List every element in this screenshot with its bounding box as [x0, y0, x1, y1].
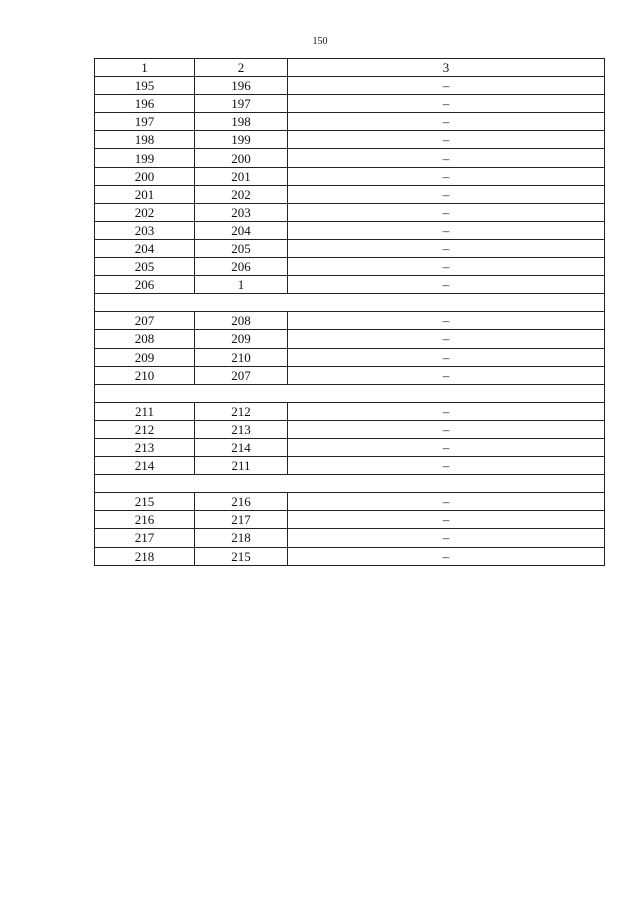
table-cell-col-1: 204	[95, 239, 195, 257]
separator-cell	[95, 475, 605, 493]
table-row	[95, 203, 605, 221]
table-row	[95, 149, 605, 167]
table-row	[95, 312, 605, 330]
table-cell-col-2: 213	[195, 420, 288, 438]
table-row	[95, 366, 605, 384]
table-cell-col-3: –	[288, 457, 605, 475]
table-row	[95, 493, 605, 511]
table-cell-col-3: –	[288, 438, 605, 456]
table-cell-col-3: –	[288, 239, 605, 257]
table-cell-col-3: –	[288, 221, 605, 239]
table-cell-col-2: 206	[195, 258, 288, 276]
table-cell-col-2: 198	[195, 113, 288, 131]
table-cell-col-1: 199	[95, 149, 195, 167]
table-cell-col-2: 207	[195, 366, 288, 384]
table-cell-col-2: 201	[195, 167, 288, 185]
table-cell-col-1: 215	[95, 493, 195, 511]
page-number: 150	[312, 36, 328, 47]
table-row	[95, 402, 605, 420]
table-body	[95, 77, 605, 566]
table-cell-col-2: 200	[195, 149, 288, 167]
table-cell-col-1: 202	[95, 203, 195, 221]
table-cell-col-1: 210	[95, 366, 195, 384]
table-cell-col-3: –	[288, 547, 605, 565]
table-cell-col-1: 208	[95, 330, 195, 348]
table-cell-col-2: 211	[195, 457, 288, 475]
table-group-separator	[95, 475, 605, 493]
table-cell-col-1: 212	[95, 420, 195, 438]
table-row	[95, 239, 605, 257]
table-cell-col-3: –	[288, 529, 605, 547]
table-row	[95, 131, 605, 149]
table-cell-col-3: –	[288, 312, 605, 330]
table-row	[95, 529, 605, 547]
table-cell-col-1: 206	[95, 276, 195, 294]
table-cell-col-1: 198	[95, 131, 195, 149]
table-cell-col-1: 200	[95, 167, 195, 185]
table-cell-col-1: 214	[95, 457, 195, 475]
table-cell-col-3: –	[288, 258, 605, 276]
table-cell-col-2: 205	[195, 239, 288, 257]
table-cell-col-3: –	[288, 402, 605, 420]
table-cell-col-1: 211	[95, 402, 195, 420]
table-row	[95, 511, 605, 529]
separator-cell	[95, 294, 605, 312]
table-row	[95, 167, 605, 185]
table-header-row	[95, 59, 605, 77]
column-header-3: 3	[288, 59, 605, 77]
table-cell-col-2: 203	[195, 203, 288, 221]
table-cell-col-2: 212	[195, 402, 288, 420]
table-cell-col-3: –	[288, 493, 605, 511]
table-cell-col-2: 199	[195, 131, 288, 149]
column-header-2: 2	[195, 59, 288, 77]
table-cell-col-1: 217	[95, 529, 195, 547]
table-cell-col-3: –	[288, 185, 605, 203]
table-row	[95, 438, 605, 456]
table-cell-col-2: 210	[195, 348, 288, 366]
table-row	[95, 348, 605, 366]
table-cell-col-3: –	[288, 95, 605, 113]
table-cell-col-2: 216	[195, 493, 288, 511]
table-row	[95, 276, 605, 294]
table-cell-col-1: 216	[95, 511, 195, 529]
table-cell-col-1: 197	[95, 113, 195, 131]
table-cell-col-1: 209	[95, 348, 195, 366]
table-cell-col-2: 214	[195, 438, 288, 456]
table-cell-col-3: –	[288, 348, 605, 366]
table-cell-col-1: 213	[95, 438, 195, 456]
table-cell-col-3: –	[288, 511, 605, 529]
table-group-separator	[95, 384, 605, 402]
table-cell-col-3: –	[288, 149, 605, 167]
table-cell-col-2: 202	[195, 185, 288, 203]
column-header-1: 1	[95, 59, 195, 77]
table-cell-col-3: –	[288, 276, 605, 294]
table-cell-col-1: 218	[95, 547, 195, 565]
table-row	[95, 77, 605, 95]
table-row	[95, 113, 605, 131]
table-cell-col-1: 195	[95, 77, 195, 95]
table-row	[95, 330, 605, 348]
table-cell-col-3: –	[288, 113, 605, 131]
table-cell-col-1: 203	[95, 221, 195, 239]
table-cell-col-3: –	[288, 77, 605, 95]
table-row	[95, 95, 605, 113]
data-table	[94, 58, 605, 566]
table-row	[95, 258, 605, 276]
table-cell-col-3: –	[288, 131, 605, 149]
table-cell-col-1: 207	[95, 312, 195, 330]
table-group-separator	[95, 294, 605, 312]
table-cell-col-2: 1	[195, 276, 288, 294]
table-cell-col-1: 205	[95, 258, 195, 276]
separator-cell	[95, 384, 605, 402]
table-cell-col-2: 208	[195, 312, 288, 330]
table-cell-col-3: –	[288, 203, 605, 221]
table-row	[95, 420, 605, 438]
table-cell-col-3: –	[288, 330, 605, 348]
table-row	[95, 547, 605, 565]
table-row	[95, 221, 605, 239]
table-cell-col-2: 217	[195, 511, 288, 529]
table-cell-col-3: –	[288, 167, 605, 185]
table-cell-col-2: 218	[195, 529, 288, 547]
table-cell-col-2: 196	[195, 77, 288, 95]
table-cell-col-2: 204	[195, 221, 288, 239]
table-row	[95, 457, 605, 475]
table-cell-col-2: 215	[195, 547, 288, 565]
table-cell-col-1: 196	[95, 95, 195, 113]
table-cell-col-2: 209	[195, 330, 288, 348]
table-cell-col-3: –	[288, 420, 605, 438]
table-cell-col-1: 201	[95, 185, 195, 203]
table-cell-col-2: 197	[195, 95, 288, 113]
table-cell-col-3: –	[288, 366, 605, 384]
table-row	[95, 185, 605, 203]
